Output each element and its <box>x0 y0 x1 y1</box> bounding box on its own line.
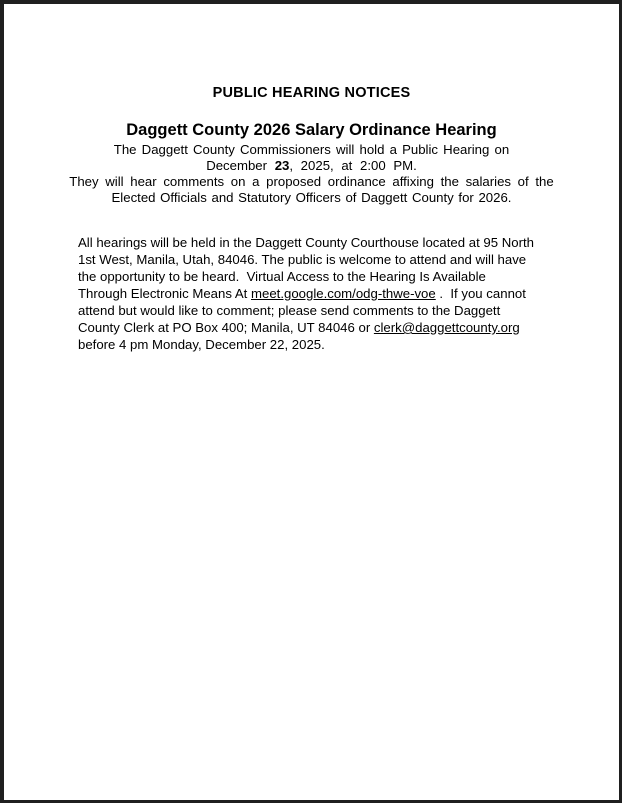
notice-line-3: They will hear comments on a proposed ordinance affixing the salaries of the <box>69 174 554 189</box>
date-day: 23 <box>274 158 290 173</box>
body-line-3: the opportunity to be heard. Virtual Access to the Hearing Is Available <box>78 269 486 284</box>
body-line-4-post: . If you cannot <box>435 286 526 301</box>
body-line-4-pre: Through Electronic Means At <box>78 286 251 301</box>
notice-date-line <box>4 158 619 174</box>
notice-line-1: The Daggett County Commissioners will hold a Public Hearing on <box>113 142 510 157</box>
body-line-6-pre: County Clerk at PO Box 400; Manila, UT 84046 or <box>78 320 374 335</box>
body-paragraph <box>78 234 574 353</box>
body-line-4 <box>78 285 574 302</box>
meeting-url-link[interactable]: meet.google.com/odg-thwe-voe <box>251 286 436 301</box>
body-line-5: attend but would like to comment; please send comments to the Daggett <box>78 303 501 318</box>
page-title: PUBLIC HEARING NOTICES <box>212 85 411 101</box>
notice-heading: Daggett County 2026 Salary Ordinance Hearing <box>126 121 497 139</box>
body-line-7: before 4 pm Monday, December 22, 2025. <box>78 337 325 352</box>
date-suffix: , 2025, at 2:00 PM. <box>289 158 417 173</box>
clerk-email-link[interactable]: clerk@daggettcounty.org <box>373 320 520 335</box>
body-line-2: 1st West, Manila, Utah, 84046. The public is welcome to attend and will have <box>78 252 527 267</box>
notice-line-4: Elected Officials and Statutory Officers of Daggett County for 2026. <box>111 190 512 205</box>
body-line-1: All hearings will be held in the Daggett County Courthouse located at 95 North <box>78 235 534 250</box>
body-line-6 <box>78 319 574 336</box>
date-prefix: December <box>206 158 275 173</box>
